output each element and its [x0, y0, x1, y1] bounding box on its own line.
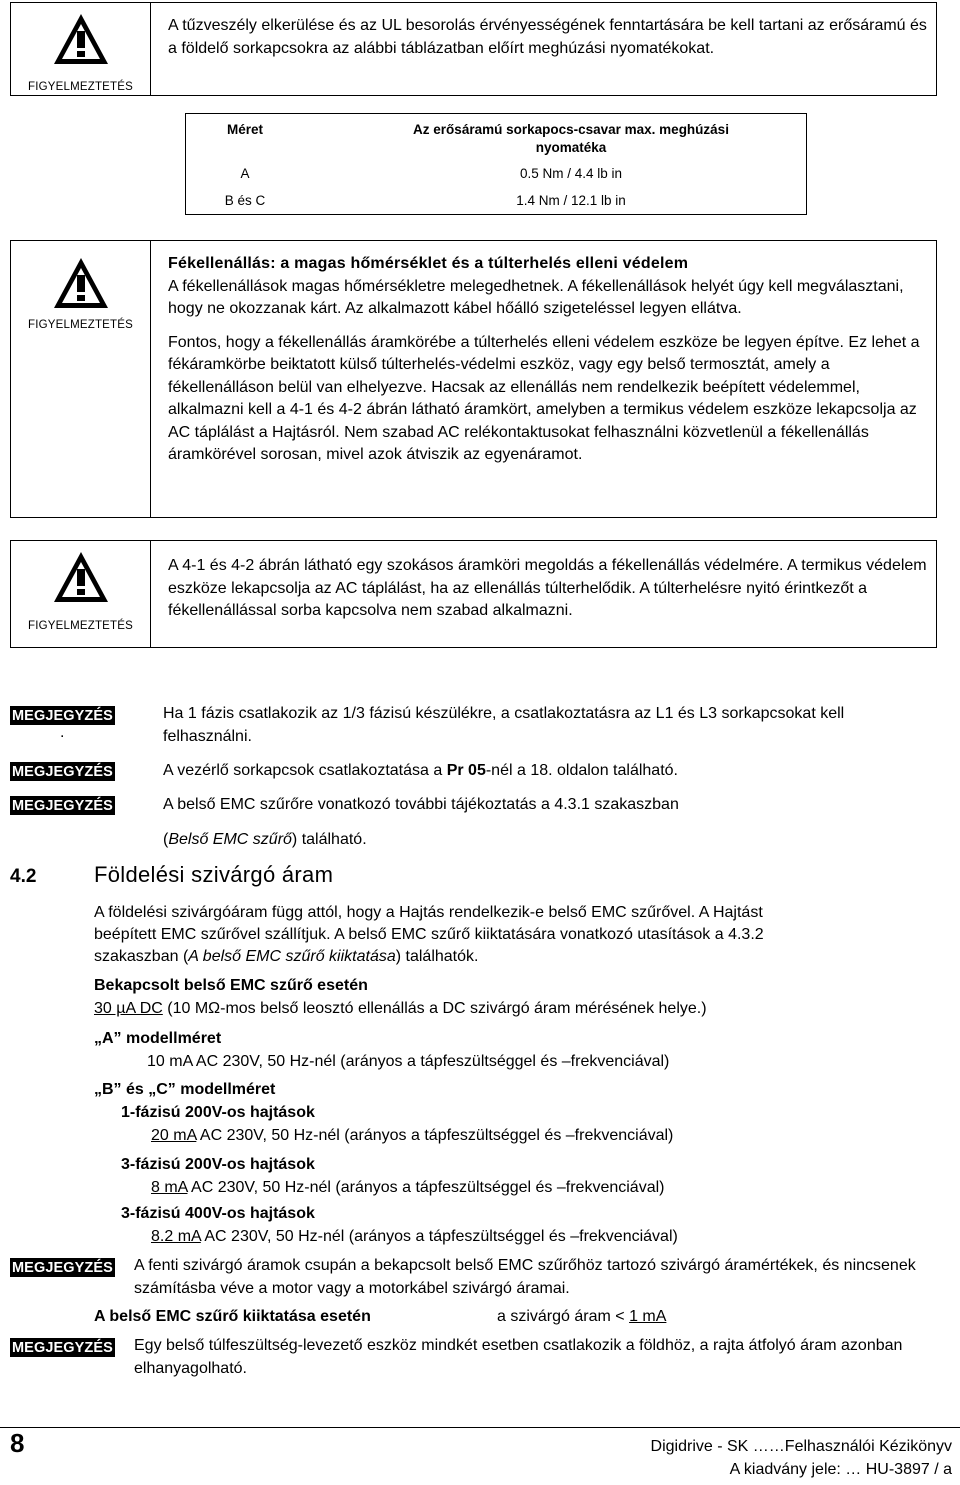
drive-group-value: 8.2 mA AC 230V, 50 Hz-nél (arányos a tápfeszültséggel és –frekvenciával): [151, 1228, 678, 1245]
warning-paragraph: A fékellenállások magas hőmérsékletre melegedhetnek. A fékellenállások helyét úgy kell megválasztani, hogy ne okozzanak kárt. Az alkalmazott kábel hőálló szigeteléssel legyen ellátva.: [168, 277, 904, 317]
note-label: MEGJEGYZÉS: [12, 1260, 113, 1276]
size-bc-heading: „B” és „C” modellméret: [94, 1081, 276, 1098]
note-label: MEGJEGYZÉS: [12, 708, 113, 724]
warning-label: FIGYELMEZTETÉS: [27, 319, 134, 331]
warning-paragraph: Fontos, hogy a fékellenállás áramkörébe a túlterhelés elleni védelem eszköze be legyen építve. Ez lehet a fékáramkörbe beiktatott külső túlterhelés-védelmi eszköz, vagy egy belső termosztát, amely a fékellenálláson belül van elhelyezve. Hacsak az ellenállás nem rendelkezik beépített védelemmel, alkalmazni kell a 4-1 és 4-2 ábrán látható áramkört, amelyben a termikus védelem eszköze lekapcsolja az AC táplálást a Hajtásról. Nem szabad AC relékontaktusokat felhasználni közvetlenül a fékellenállás áramkörével sorosan, mivel azok átviszik az egyenáramot.: [168, 333, 920, 463]
drive-group-title: 1-fázisú 200V-os hajtások: [121, 1104, 315, 1121]
table-header-torque-line2: nyomatéka: [535, 140, 607, 155]
warning-icon-cell: [11, 541, 151, 647]
table-header-size: Méret: [226, 122, 263, 137]
section-title: Földelési szivárgó áram: [94, 862, 334, 887]
drive-group-title: 3-fázisú 400V-os hajtások: [121, 1205, 315, 1222]
warning-label: FIGYELMEZTETÉS: [27, 81, 134, 93]
warning-triangle-icon: [51, 549, 111, 605]
note-label: MEGJEGYZÉS: [12, 798, 113, 814]
footer-doc-id: A kiadvány jele: … HU-3897 / a: [729, 1461, 952, 1478]
warning-label: FIGYELMEZTETÉS: [27, 620, 134, 632]
note-text: A belső EMC szűrőre vonatkozó további tájékoztatás a 4.3.1 szakaszban: [163, 796, 679, 813]
table-cell-size: B és C: [224, 193, 266, 208]
drive-group-title: 3-fázisú 200V-os hajtások: [121, 1156, 315, 1173]
warning-icon-cell: [11, 3, 151, 95]
table-cell-torque: 1.4 Nm / 12.1 lb in: [516, 193, 626, 208]
warning-box-torque: [10, 2, 937, 96]
note-text: Ha 1 fázis csatlakozik az 1/3 fázisú készülékre, a csatlakoztatásra az L1 és L3 sorkapcsokat kell felhasználni.: [163, 705, 845, 745]
note-text: (Belső EMC szűrő) található.: [163, 831, 367, 848]
footer-divider: [0, 1427, 960, 1428]
dc-leakage-line: 30 µA DC (10 MΩ-mos belső leosztó ellenállás a DC szivárgó áram mérésének helye.): [94, 1000, 707, 1017]
warning-title: Fékellenállás: a magas hőmérséklet és a túlterhelés elleni védelem: [168, 255, 689, 272]
warning-box-brake-resistor: [10, 240, 937, 518]
warning-text: A tűzveszély elkerülése és az UL besorolás érvényességének fenntartására be kell tartani az erősáramú és a földelő sorkapcsokra az alábbi táblázatban előírt meghúzási nyomatékokat.: [168, 17, 927, 57]
table-header-torque-line1: Az erősáramú sorkapocs-csavar max. meghúzási: [413, 122, 729, 137]
note-label: MEGJEGYZÉS: [12, 1340, 113, 1356]
footer-doc-title: Digidrive - SK ……Felhasználói Kézikönyv: [650, 1438, 952, 1455]
emc-off-heading: A belső EMC szűrő kiiktatása esetén: [94, 1308, 371, 1325]
note-dot: .: [60, 724, 65, 741]
page-number: 8: [10, 1428, 25, 1458]
emc-on-heading: Bekapcsolt belső EMC szűrő esetén: [94, 977, 368, 994]
section-intro: A földelési szivárgóáram függ attól, hogy a Hajtás rendelkezik-e belső EMC szűrővel. A Hajtást: [94, 904, 763, 921]
size-a-value: 10 mA AC 230V, 50 Hz-nél (arányos a tápfeszültséggel és –frekvenciával): [147, 1053, 670, 1070]
size-a-heading: „A” modellméret: [94, 1030, 222, 1047]
drive-group-value: 8 mA AC 230V, 50 Hz-nél (arányos a tápfeszültséggel és –frekvenciával): [151, 1179, 665, 1196]
warning-text: [151, 241, 936, 517]
warning-triangle-icon: [51, 255, 111, 311]
emc-off-value: a szivárgó áram < 1 mA: [497, 1308, 667, 1325]
note-text: Egy belső túlfeszültség-levezető eszköz mindkét esetben csatlakozik a földhöz, a rajta átfolyó áram azonban elhanyagolható.: [134, 1337, 903, 1377]
table-cell-size: A: [240, 166, 250, 181]
table-cell-torque: 0.5 Nm / 4.4 lb in: [519, 166, 623, 181]
warning-text: A 4-1 és 4-2 ábrán látható egy szokásos áramköri megoldás a fékellenállás védelmére. A termikus védelem eszköze lekapcsolja az AC táplálást, ha az ellenállás túlterhelődik. A túlterhelésre nyitó érintkezőt a fékellenállással sorba kapcsolva nem szabad alkalmazni.: [168, 557, 927, 619]
section-intro: beépített EMC szűrővel szállítjuk. A belső EMC szűrő kiiktatására vonatkozó utasítások a 4.3.2: [94, 926, 764, 943]
note-text: A vezérlő sorkapcsok csatlakoztatása a Pr 05-nél a 18. oldalon található.: [163, 762, 678, 779]
note-text: A fenti szivárgó áramok csupán a bekapcsolt belső EMC szűrőhöz tartozó szivárgó áramértékek, és nincsenek számításba véve a motor vagy a motorkábel szivárgó áramai.: [134, 1257, 916, 1297]
torque-table: [185, 113, 807, 215]
warning-icon-cell: [11, 241, 151, 517]
note-label: MEGJEGYZÉS: [12, 764, 113, 780]
warning-triangle-icon: [51, 11, 111, 67]
section-intro: szakaszban (A belső EMC szűrő kiiktatása) találhatók.: [94, 948, 479, 965]
warning-box-thermal-protection: [10, 540, 937, 648]
section-number: 4.2: [10, 866, 37, 887]
drive-group-value: 20 mA AC 230V, 50 Hz-nél (arányos a tápfeszültséggel és –frekvenciával): [151, 1127, 674, 1144]
